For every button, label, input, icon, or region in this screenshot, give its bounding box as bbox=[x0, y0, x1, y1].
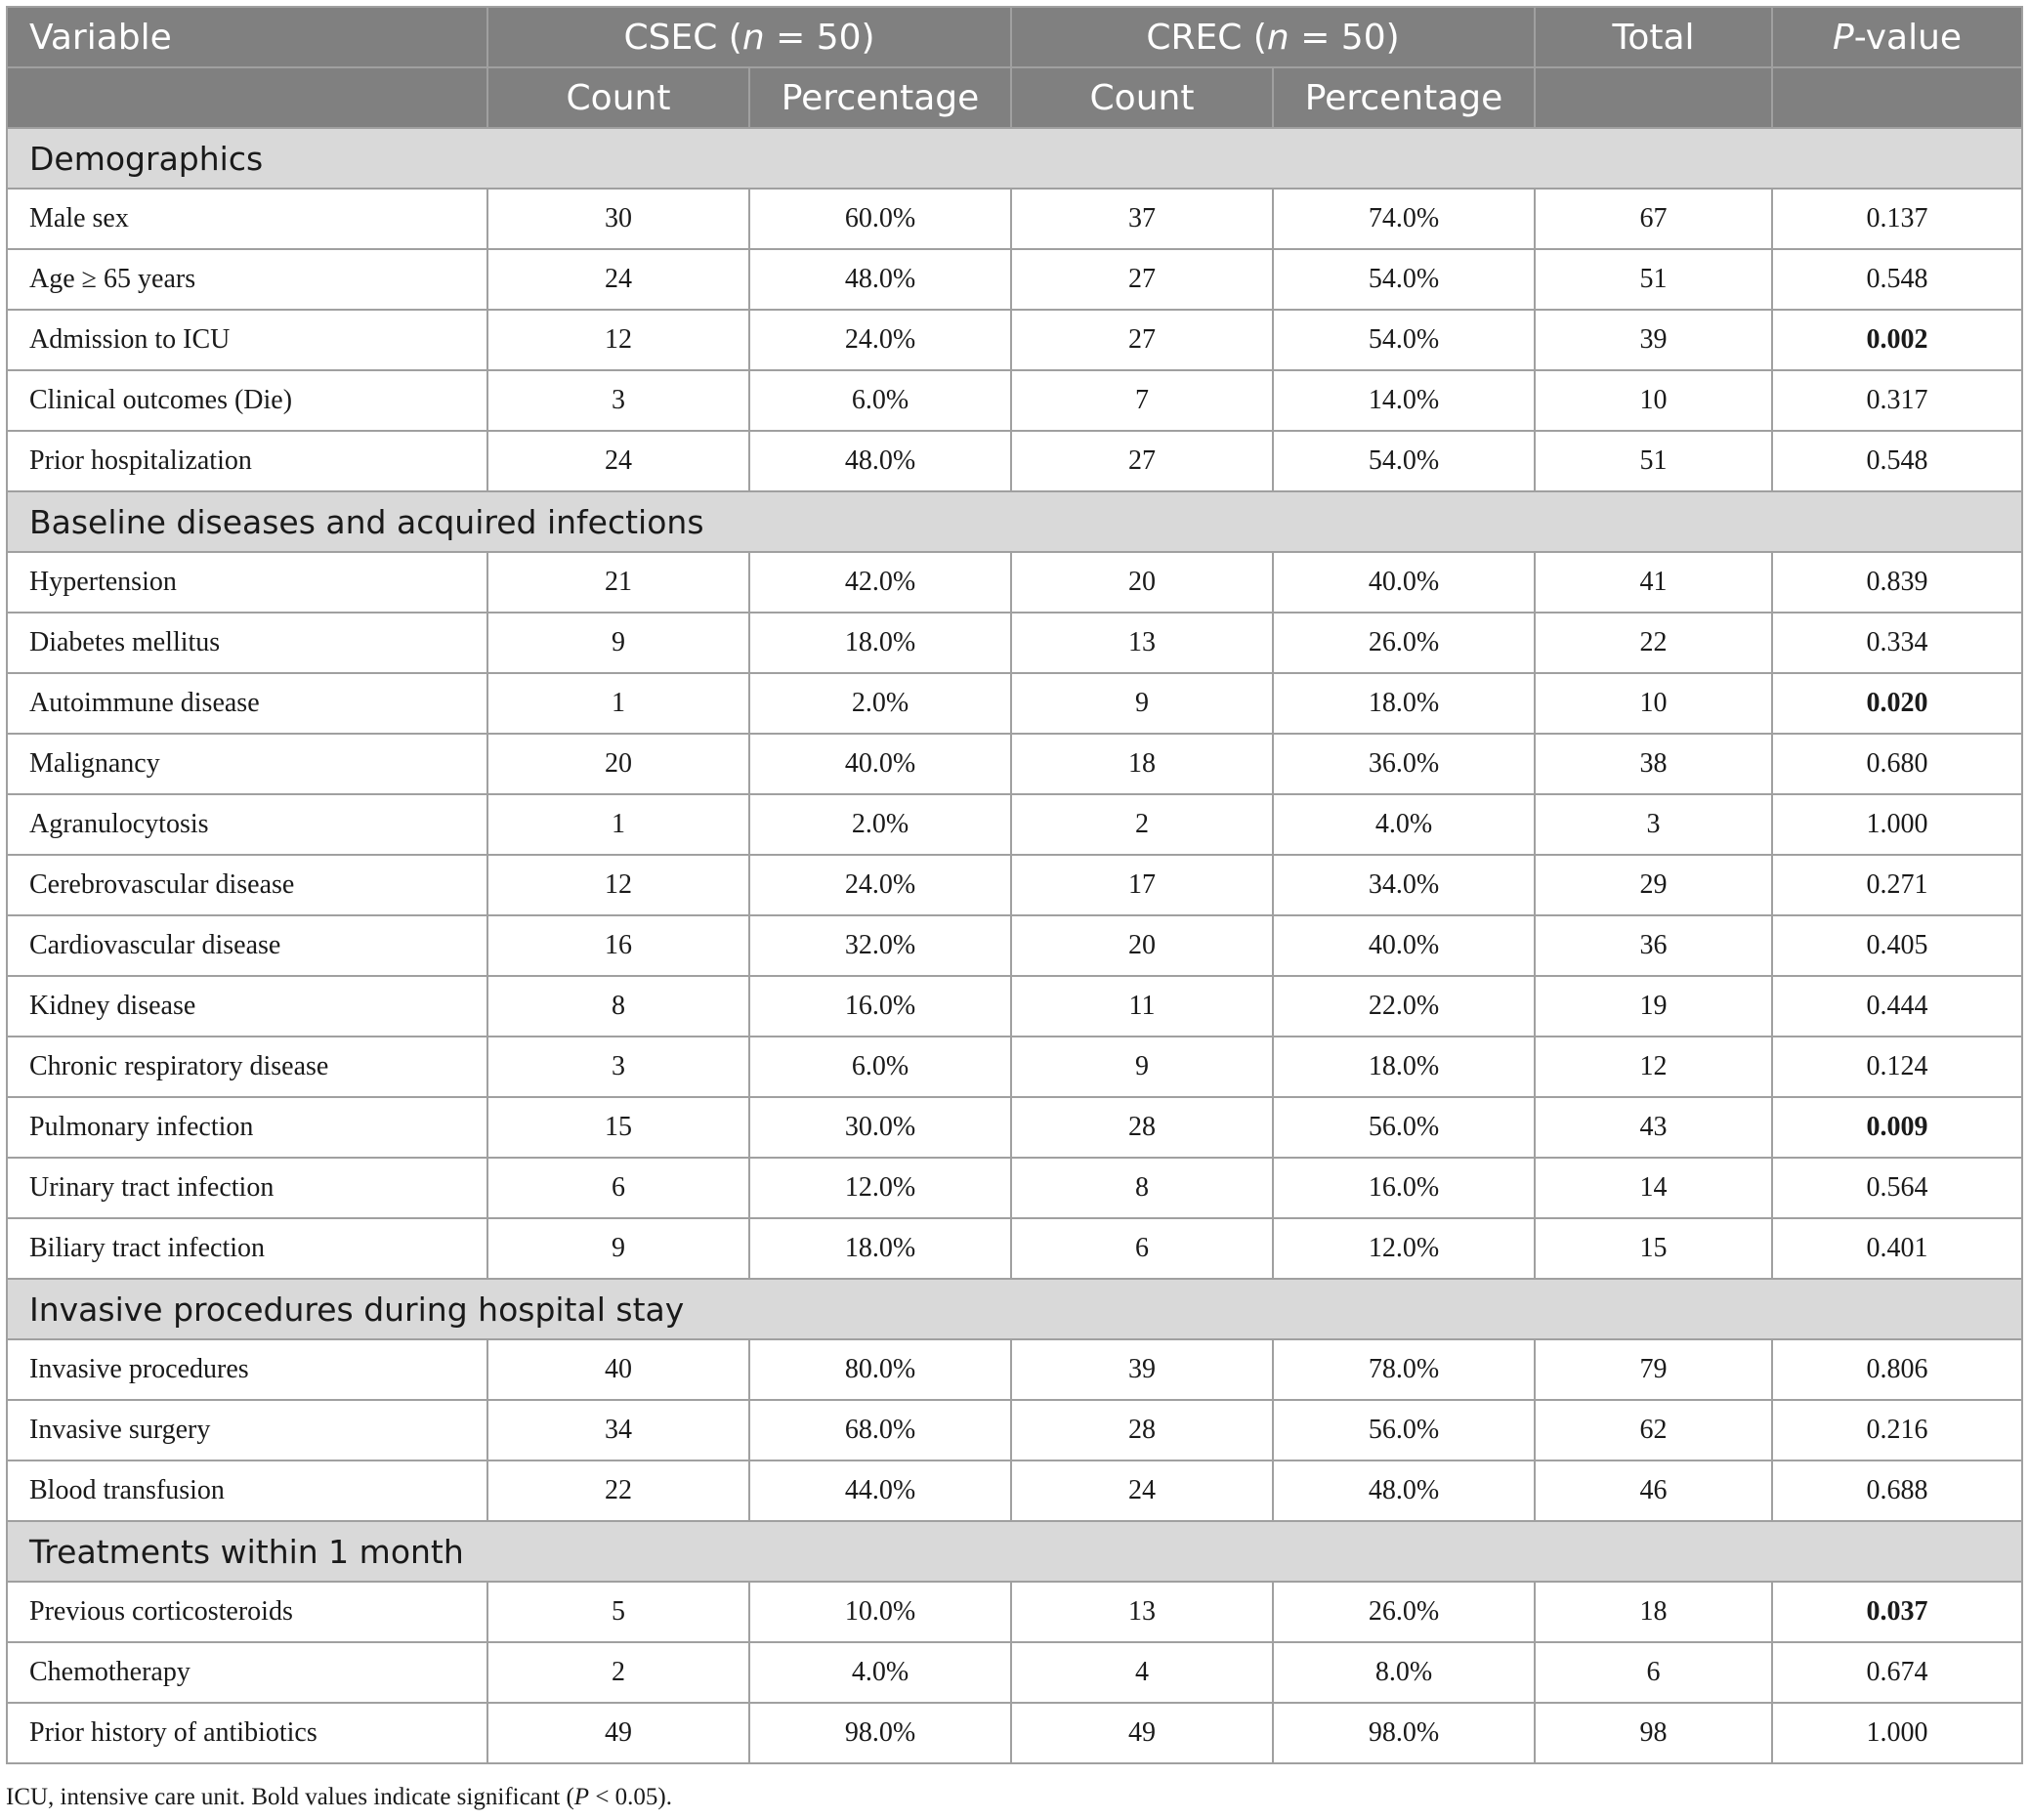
cell-crec-count: 8 bbox=[1011, 1158, 1273, 1218]
cell-csec-percentage: 98.0% bbox=[749, 1703, 1011, 1763]
cell-csec-count: 24 bbox=[487, 431, 749, 491]
cell-csec-count: 3 bbox=[487, 370, 749, 431]
cell-total: 51 bbox=[1535, 249, 1772, 310]
table-row bbox=[7, 1097, 2022, 1158]
table-row bbox=[7, 976, 2022, 1037]
cell-variable: Chemotherapy bbox=[7, 1642, 487, 1703]
header-csec-n: (n = 50) bbox=[728, 17, 875, 58]
header-total: Total bbox=[1535, 7, 1772, 67]
cell-csec-percentage: 24.0% bbox=[749, 855, 1011, 915]
header-variable: Variable bbox=[7, 7, 487, 67]
cell-csec-percentage: 18.0% bbox=[749, 613, 1011, 673]
header-csec-label: CSEC bbox=[623, 17, 718, 58]
cell-csec-percentage: 2.0% bbox=[749, 673, 1011, 734]
cell-csec-count: 30 bbox=[487, 189, 749, 249]
cell-variable: Kidney disease bbox=[7, 976, 487, 1037]
table-row bbox=[7, 1642, 2022, 1703]
cell-csec-count: 9 bbox=[487, 613, 749, 673]
cell-variable: Urinary tract infection bbox=[7, 1158, 487, 1218]
cell-csec-percentage: 30.0% bbox=[749, 1097, 1011, 1158]
cell-variable: Previous corticosteroids bbox=[7, 1582, 487, 1642]
cell-csec-count: 34 bbox=[487, 1400, 749, 1460]
cell-csec-count: 5 bbox=[487, 1582, 749, 1642]
cell-total: 46 bbox=[1535, 1460, 1772, 1521]
cell-csec-percentage: 48.0% bbox=[749, 431, 1011, 491]
cell-csec-count: 21 bbox=[487, 552, 749, 613]
table-row bbox=[7, 1703, 2022, 1763]
table-row bbox=[7, 1339, 2022, 1400]
cell-csec-count: 2 bbox=[487, 1642, 749, 1703]
table-row bbox=[7, 370, 2022, 431]
cell-crec-percentage: 12.0% bbox=[1273, 1218, 1535, 1279]
cell-crec-count: 27 bbox=[1011, 249, 1273, 310]
cell-total: 18 bbox=[1535, 1582, 1772, 1642]
cell-variable: Agranulocytosis bbox=[7, 794, 487, 855]
cell-csec-count: 1 bbox=[487, 794, 749, 855]
table-body bbox=[7, 128, 2022, 1763]
table-row bbox=[7, 1400, 2022, 1460]
cell-total: 39 bbox=[1535, 310, 1772, 370]
cell-crec-count: 9 bbox=[1011, 1037, 1273, 1097]
cell-csec-percentage: 48.0% bbox=[749, 249, 1011, 310]
cell-csec-percentage: 18.0% bbox=[749, 1218, 1011, 1279]
section-row bbox=[7, 1521, 2022, 1582]
cell-total: 19 bbox=[1535, 976, 1772, 1037]
cell-crec-count: 49 bbox=[1011, 1703, 1273, 1763]
header-group-crec bbox=[1011, 7, 1535, 67]
cell-crec-count: 28 bbox=[1011, 1400, 1273, 1460]
cell-variable: Biliary tract infection bbox=[7, 1218, 487, 1279]
cell-total: 22 bbox=[1535, 613, 1772, 673]
cell-crec-count: 4 bbox=[1011, 1642, 1273, 1703]
cell-pvalue: 0.548 bbox=[1772, 431, 2022, 491]
cell-csec-count: 8 bbox=[487, 976, 749, 1037]
cell-pvalue: 0.037 bbox=[1772, 1582, 2022, 1642]
table-row bbox=[7, 189, 2022, 249]
cell-pvalue: 0.444 bbox=[1772, 976, 2022, 1037]
cell-total: 12 bbox=[1535, 1037, 1772, 1097]
cell-total: 38 bbox=[1535, 734, 1772, 794]
cell-total: 3 bbox=[1535, 794, 1772, 855]
cell-csec-percentage: 2.0% bbox=[749, 794, 1011, 855]
header-csec-percentage: Percentage bbox=[749, 67, 1011, 128]
cell-crec-percentage: 54.0% bbox=[1273, 249, 1535, 310]
table-row bbox=[7, 915, 2022, 976]
cell-crec-count: 20 bbox=[1011, 552, 1273, 613]
header-row-1 bbox=[7, 7, 2022, 67]
cell-crec-percentage: 14.0% bbox=[1273, 370, 1535, 431]
cell-total: 10 bbox=[1535, 370, 1772, 431]
cell-total: 6 bbox=[1535, 1642, 1772, 1703]
table-row bbox=[7, 855, 2022, 915]
header-pvalue bbox=[1772, 7, 2022, 67]
cell-total: 29 bbox=[1535, 855, 1772, 915]
cell-crec-percentage: 22.0% bbox=[1273, 976, 1535, 1037]
cell-csec-percentage: 80.0% bbox=[749, 1339, 1011, 1400]
cell-crec-count: 28 bbox=[1011, 1097, 1273, 1158]
cell-crec-count: 27 bbox=[1011, 431, 1273, 491]
section-title: Demographics bbox=[7, 128, 2022, 189]
table-row bbox=[7, 734, 2022, 794]
cell-crec-count: 13 bbox=[1011, 613, 1273, 673]
cell-pvalue: 1.000 bbox=[1772, 1703, 2022, 1763]
cell-pvalue: 0.839 bbox=[1772, 552, 2022, 613]
cell-csec-count: 12 bbox=[487, 310, 749, 370]
cell-pvalue: 0.020 bbox=[1772, 673, 2022, 734]
cell-pvalue: 0.564 bbox=[1772, 1158, 2022, 1218]
cell-total: 98 bbox=[1535, 1703, 1772, 1763]
cell-pvalue: 0.317 bbox=[1772, 370, 2022, 431]
header-blank-total bbox=[1535, 67, 1772, 128]
cell-pvalue: 0.124 bbox=[1772, 1037, 2022, 1097]
table-row bbox=[7, 1037, 2022, 1097]
cell-csec-percentage: 16.0% bbox=[749, 976, 1011, 1037]
cell-crec-count: 18 bbox=[1011, 734, 1273, 794]
cell-pvalue: 0.009 bbox=[1772, 1097, 2022, 1158]
cell-pvalue: 0.806 bbox=[1772, 1339, 2022, 1400]
cell-variable: Pulmonary infection bbox=[7, 1097, 487, 1158]
cell-csec-count: 9 bbox=[487, 1218, 749, 1279]
cell-variable: Admission to ICU bbox=[7, 310, 487, 370]
cell-variable: Invasive surgery bbox=[7, 1400, 487, 1460]
header-csec-count: Count bbox=[487, 67, 749, 128]
table-row bbox=[7, 552, 2022, 613]
cell-crec-percentage: 98.0% bbox=[1273, 1703, 1535, 1763]
cell-variable: Blood transfusion bbox=[7, 1460, 487, 1521]
header-crec-percentage: Percentage bbox=[1273, 67, 1535, 128]
cell-variable: Clinical outcomes (Die) bbox=[7, 370, 487, 431]
cell-variable: Age ≥ 65 years bbox=[7, 249, 487, 310]
section-title: Treatments within 1 month bbox=[7, 1521, 2022, 1582]
cell-total: 62 bbox=[1535, 1400, 1772, 1460]
cell-variable: Invasive procedures bbox=[7, 1339, 487, 1400]
cell-variable: Chronic respiratory disease bbox=[7, 1037, 487, 1097]
cell-csec-percentage: 60.0% bbox=[749, 189, 1011, 249]
cell-crec-count: 9 bbox=[1011, 673, 1273, 734]
table-row bbox=[7, 1460, 2022, 1521]
header-group-csec bbox=[487, 7, 1011, 67]
header-crec-label: CREC bbox=[1146, 17, 1243, 58]
header-crec-count: Count bbox=[1011, 67, 1273, 128]
cell-crec-percentage: 18.0% bbox=[1273, 1037, 1535, 1097]
section-row bbox=[7, 1279, 2022, 1339]
cell-crec-count: 37 bbox=[1011, 189, 1273, 249]
footnote-text-end: < 0.05). bbox=[589, 1784, 673, 1810]
cell-crec-percentage: 16.0% bbox=[1273, 1158, 1535, 1218]
section-title: Invasive procedures during hospital stay bbox=[7, 1279, 2022, 1339]
cell-crec-percentage: 26.0% bbox=[1273, 613, 1535, 673]
cell-pvalue: 0.680 bbox=[1772, 734, 2022, 794]
cell-total: 43 bbox=[1535, 1097, 1772, 1158]
footnote-text: ICU, intensive care unit. Bold values indicate significant ( bbox=[6, 1784, 574, 1810]
cell-pvalue: 0.401 bbox=[1772, 1218, 2022, 1279]
table-row bbox=[7, 1218, 2022, 1279]
cell-variable: Diabetes mellitus bbox=[7, 613, 487, 673]
cell-pvalue: 0.137 bbox=[1772, 189, 2022, 249]
table-row bbox=[7, 431, 2022, 491]
cell-crec-percentage: 40.0% bbox=[1273, 552, 1535, 613]
table-row bbox=[7, 1582, 2022, 1642]
cell-csec-count: 22 bbox=[487, 1460, 749, 1521]
cell-variable: Prior history of antibiotics bbox=[7, 1703, 487, 1763]
cell-variable: Cerebrovascular disease bbox=[7, 855, 487, 915]
header-blank bbox=[7, 67, 487, 128]
header-row-2 bbox=[7, 67, 2022, 128]
cell-crec-count: 11 bbox=[1011, 976, 1273, 1037]
cell-pvalue: 1.000 bbox=[1772, 794, 2022, 855]
cell-pvalue: 0.674 bbox=[1772, 1642, 2022, 1703]
cell-crec-count: 24 bbox=[1011, 1460, 1273, 1521]
cell-csec-percentage: 6.0% bbox=[749, 1037, 1011, 1097]
cell-crec-percentage: 34.0% bbox=[1273, 855, 1535, 915]
section-title: Baseline diseases and acquired infections bbox=[7, 491, 2022, 552]
table-row bbox=[7, 794, 2022, 855]
cell-crec-count: 17 bbox=[1011, 855, 1273, 915]
cell-total: 41 bbox=[1535, 552, 1772, 613]
cell-total: 14 bbox=[1535, 1158, 1772, 1218]
cell-variable: Malignancy bbox=[7, 734, 487, 794]
cell-csec-count: 6 bbox=[487, 1158, 749, 1218]
cell-csec-percentage: 4.0% bbox=[749, 1642, 1011, 1703]
cell-csec-count: 12 bbox=[487, 855, 749, 915]
table-row bbox=[7, 673, 2022, 734]
table-row bbox=[7, 310, 2022, 370]
cell-crec-percentage: 26.0% bbox=[1273, 1582, 1535, 1642]
cell-csec-percentage: 10.0% bbox=[749, 1582, 1011, 1642]
cell-crec-count: 20 bbox=[1011, 915, 1273, 976]
cell-total: 15 bbox=[1535, 1218, 1772, 1279]
cell-csec-count: 49 bbox=[487, 1703, 749, 1763]
cell-csec-percentage: 68.0% bbox=[749, 1400, 1011, 1460]
cell-crec-percentage: 74.0% bbox=[1273, 189, 1535, 249]
cell-crec-percentage: 48.0% bbox=[1273, 1460, 1535, 1521]
footnote-p: P bbox=[573, 1784, 590, 1810]
cell-total: 10 bbox=[1535, 673, 1772, 734]
header-pvalue-p: P bbox=[1832, 17, 1854, 58]
cell-csec-count: 24 bbox=[487, 249, 749, 310]
cell-variable: Cardiovascular disease bbox=[7, 915, 487, 976]
cell-pvalue: 0.002 bbox=[1772, 310, 2022, 370]
cell-variable: Hypertension bbox=[7, 552, 487, 613]
cell-crec-percentage: 56.0% bbox=[1273, 1097, 1535, 1158]
cell-csec-percentage: 24.0% bbox=[749, 310, 1011, 370]
cell-csec-percentage: 6.0% bbox=[749, 370, 1011, 431]
cell-crec-count: 13 bbox=[1011, 1582, 1273, 1642]
section-row bbox=[7, 128, 2022, 189]
cell-csec-count: 40 bbox=[487, 1339, 749, 1400]
header-blank-pvalue bbox=[1772, 67, 2022, 128]
cell-crec-percentage: 56.0% bbox=[1273, 1400, 1535, 1460]
cell-csec-count: 1 bbox=[487, 673, 749, 734]
cell-total: 51 bbox=[1535, 431, 1772, 491]
table-row bbox=[7, 613, 2022, 673]
header-pvalue-rest: -value bbox=[1853, 17, 1963, 58]
cell-csec-count: 3 bbox=[487, 1037, 749, 1097]
table-footnote bbox=[6, 1784, 672, 1811]
header-crec-n: (n = 50) bbox=[1252, 17, 1400, 58]
cell-csec-count: 16 bbox=[487, 915, 749, 976]
cell-crec-percentage: 36.0% bbox=[1273, 734, 1535, 794]
cell-crec-percentage: 18.0% bbox=[1273, 673, 1535, 734]
cell-pvalue: 0.548 bbox=[1772, 249, 2022, 310]
cell-csec-count: 20 bbox=[487, 734, 749, 794]
cell-crec-percentage: 40.0% bbox=[1273, 915, 1535, 976]
cell-pvalue: 0.405 bbox=[1772, 915, 2022, 976]
cell-total: 67 bbox=[1535, 189, 1772, 249]
cell-total: 36 bbox=[1535, 915, 1772, 976]
cell-total: 79 bbox=[1535, 1339, 1772, 1400]
cell-crec-percentage: 54.0% bbox=[1273, 431, 1535, 491]
cell-crec-count: 7 bbox=[1011, 370, 1273, 431]
cell-csec-count: 15 bbox=[487, 1097, 749, 1158]
cell-crec-percentage: 78.0% bbox=[1273, 1339, 1535, 1400]
cell-pvalue: 0.216 bbox=[1772, 1400, 2022, 1460]
cell-csec-percentage: 40.0% bbox=[749, 734, 1011, 794]
cell-pvalue: 0.688 bbox=[1772, 1460, 2022, 1521]
cell-csec-percentage: 12.0% bbox=[749, 1158, 1011, 1218]
table-container bbox=[6, 6, 2021, 1764]
table-header bbox=[7, 7, 2022, 128]
cell-crec-percentage: 4.0% bbox=[1273, 794, 1535, 855]
data-table bbox=[6, 6, 2023, 1764]
cell-crec-count: 6 bbox=[1011, 1218, 1273, 1279]
cell-crec-percentage: 8.0% bbox=[1273, 1642, 1535, 1703]
cell-csec-percentage: 42.0% bbox=[749, 552, 1011, 613]
cell-variable: Male sex bbox=[7, 189, 487, 249]
cell-crec-count: 39 bbox=[1011, 1339, 1273, 1400]
section-row bbox=[7, 491, 2022, 552]
cell-crec-percentage: 54.0% bbox=[1273, 310, 1535, 370]
cell-crec-count: 2 bbox=[1011, 794, 1273, 855]
cell-pvalue: 0.271 bbox=[1772, 855, 2022, 915]
cell-csec-percentage: 44.0% bbox=[749, 1460, 1011, 1521]
table-row bbox=[7, 249, 2022, 310]
cell-crec-count: 27 bbox=[1011, 310, 1273, 370]
cell-variable: Prior hospitalization bbox=[7, 431, 487, 491]
cell-csec-percentage: 32.0% bbox=[749, 915, 1011, 976]
cell-pvalue: 0.334 bbox=[1772, 613, 2022, 673]
cell-variable: Autoimmune disease bbox=[7, 673, 487, 734]
table-row bbox=[7, 1158, 2022, 1218]
